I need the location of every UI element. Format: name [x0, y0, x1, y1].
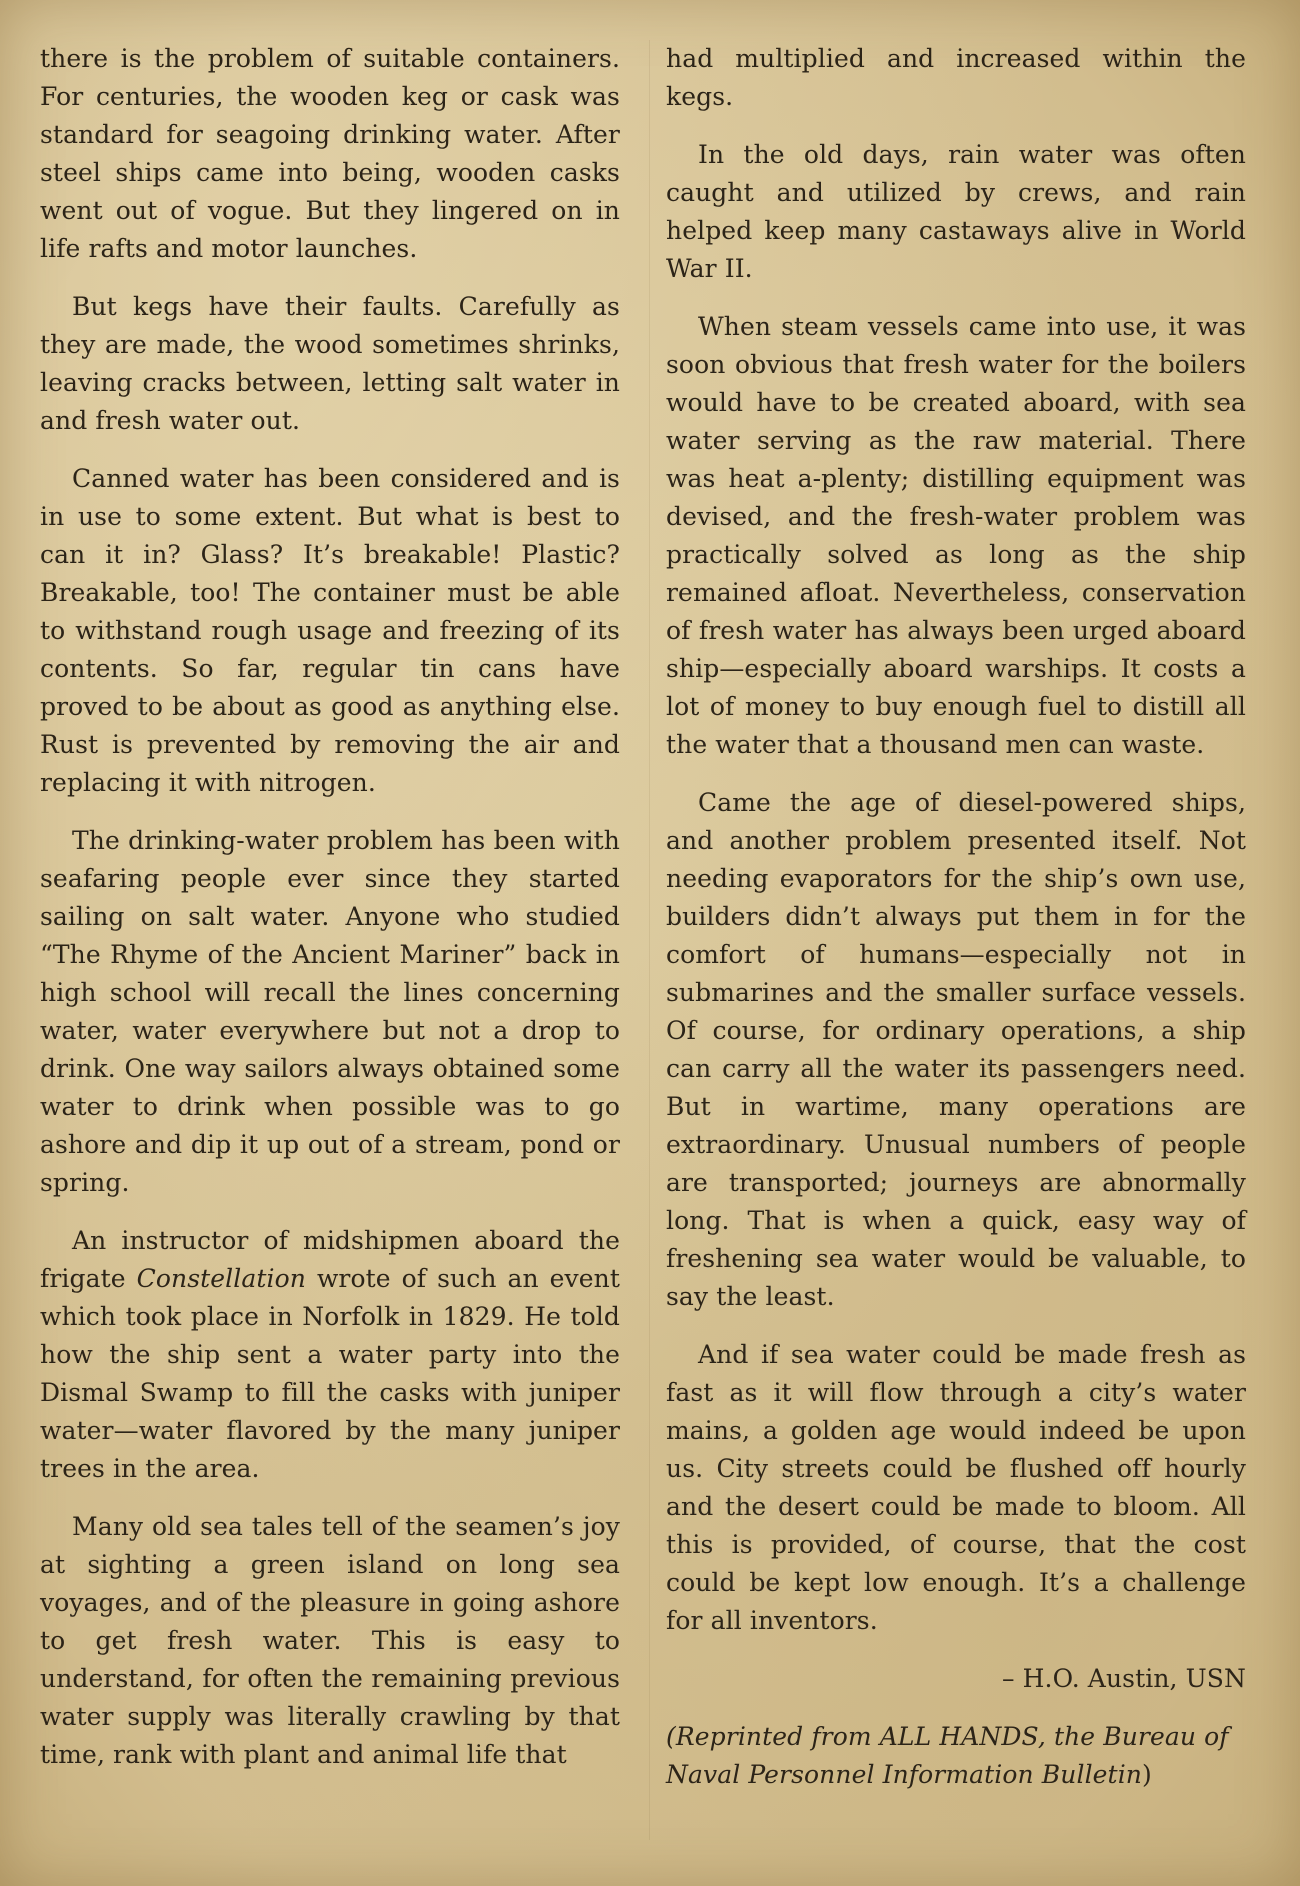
- credit-close: ): [1142, 1760, 1152, 1789]
- left-column: [40, 40, 620, 1794]
- paragraph-kegs-continued: had multiplied and increased within the kegs.: [666, 44, 1246, 111]
- paragraph-kegs-faults: But kegs have their faults. Carefully as they are made, the wood sometimes shrinks, leaving cracks between, letting salt water in and fresh water out.: [40, 292, 620, 435]
- right-column: [666, 40, 1246, 1794]
- paragraph-rain-water: In the old days, rain water was often caught and utilized by crews, and rain helped keep many castaways alive in World War II.: [666, 140, 1246, 283]
- author-signature: – H.O. Austin, USN: [1001, 1664, 1246, 1693]
- credit-source: ALL HANDS: [879, 1722, 1038, 1751]
- paragraph-steam-vessels: When steam vessels came into use, it was soon obvious that fresh water for the boilers would have to be created aboard, with sea water serving as the raw material. There was heat a-plenty; distilling equipment was devised, and the fresh-water problem was practically solved as long as the ship remained afloat. Nevertheless, conservation of fresh water has always been urged aboard ship—especially aboard warships. It costs a lot of money to buy enough fuel to distill all the water that a thousand men can waste.: [666, 312, 1246, 759]
- paragraph-diesel-ships: Came the age of diesel-powered ships, and another problem presented itself. Not needing evaporators for the ship’s own use, builders didn’t always put them in for the comfort of humans—especially not in submarines and the smaller surface vessels. Of course, for ordinary operations, a ship can carry all the water its passengers need. But in wartime, many operations are extraordinary. Unusual numbers of people are transported; journeys are abnormally long. That is when a quick, easy way of freshening sea water would be valuable, to say the least.: [666, 788, 1246, 1311]
- reprint-credit: [666, 1718, 1246, 1794]
- paragraph-canned-water: Canned water has been considered and is in use to some extent. But what is best to can it in? Glass? It’s breakable! Plastic? Breakable, too! The container must be able to withstand rough usage and freezing of its contents. So far, regular tin cans have proved to be about as good as anything else. Rust is prevented by removing the air and replacing it with nitrogen.: [40, 464, 620, 797]
- ship-name: Constellation: [136, 1264, 306, 1293]
- paragraph-sea-tales: Many old sea tales tell of the seamen’s joy at sighting a green island on long sea voyages, and of the pleasure in going ashore to get fresh water. This is easy to understand, for often the remaining previous water supply was literally crawling by that time, rank with plant and animal life that: [40, 1512, 620, 1769]
- paragraph-golden-age: And if sea water could be made fresh as fast as it will flow through a city’s water mains, a golden age would indeed be upon us. City streets could be flushed off hourly and the desert could be made to bloom. All this is provided, of course, that the cost could be kept low enough. It’s a challenge for all inventors.: [666, 1340, 1246, 1635]
- credit-open: (Reprinted from: [666, 1722, 880, 1751]
- paragraph-drinking-water-problem: The drinking-water problem has been with seafaring people ever since they started sailing on salt water. Anyone who studied “The Rhyme of the Ancient Mariner” back in high school will recall the lines concerning water, water everywhere but not a drop to drink. One way sailors always obtained some water to drink when possible was to go ashore and dip it up out of a stream, pond or spring.: [40, 826, 620, 1197]
- paragraph-constellation: [40, 1222, 620, 1488]
- column-gutter: [649, 40, 650, 1840]
- credit-rest: , the Bureau of Naval Personnel Information Bulletin: [666, 1722, 1229, 1789]
- constellation-text-after: wrote of such an event which took place in Norfolk in 1829. He told how the ship sent a water party into the Dismal Swamp to fill the casks with juniper water—water flavored by the many juniper trees in the area.: [40, 1264, 621, 1483]
- constellation-text-before: An instructor of midshipmen aboard the frigate: [40, 1226, 620, 1293]
- paragraph-containers: there is the problem of suitable containers. For centuries, the wooden keg or cask was standard for seagoing drinking water. After steel ships came into being, wooden casks went out of vogue. But they lingered on in life rafts and motor launches.: [40, 44, 620, 263]
